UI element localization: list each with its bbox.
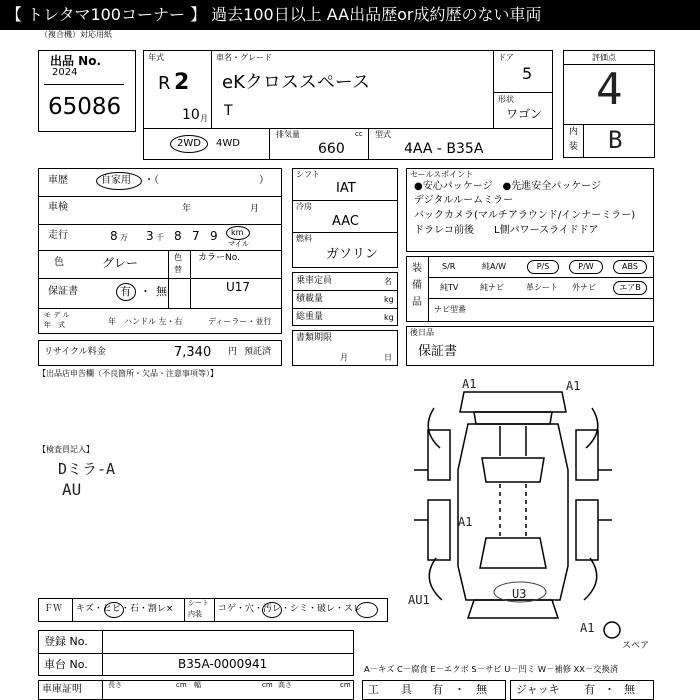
mileage-d5: 8 [174, 229, 182, 243]
car-grade: T [224, 103, 233, 119]
lot-number: 65086 [48, 94, 122, 120]
history-selected: 自家用 [101, 175, 131, 186]
seat-defects: コゲ・穴・汚レ・シミ・破レ・スレ [218, 604, 363, 614]
damage-mark: AU1 [408, 593, 430, 607]
after-dates-label: 後日品 [410, 328, 434, 337]
year-month-unit: 月 [200, 114, 208, 123]
fw-defects: キズ・ヒビ・石・割レ× [76, 604, 174, 614]
jack-sep: ・ [604, 683, 615, 696]
displacement-label: 排気量 [276, 130, 300, 139]
tools-no: 無 [476, 683, 487, 696]
color-value: グレー [102, 256, 139, 270]
size-width: 幅 [194, 681, 201, 689]
shift-label: シフト [296, 170, 320, 179]
model-year-label-1: モ デ ル [44, 311, 70, 319]
load-unit: kg [384, 295, 394, 304]
weight-label: 総重量 [296, 312, 324, 322]
damage-legend: A－キズ C－腐食 E－エクボ S－サビ U－凹ミ W－補修 XX－交換済 [364, 664, 619, 674]
size-width-unit: cm [262, 681, 273, 689]
warranty-label: 保証書 [48, 286, 78, 297]
damage-mark: A1 [566, 379, 581, 393]
jack-yes: 有 [584, 683, 595, 696]
fw-label: ＦＷ [44, 604, 63, 614]
equip-ps: P/S [536, 262, 550, 271]
chassis-value: B35A-0000941 [178, 657, 268, 671]
equip-abs: ABS [622, 262, 638, 271]
interior-score: B [608, 126, 623, 154]
damage-mark: A1 [458, 515, 473, 529]
equipment-label-2: 備 [412, 280, 422, 291]
mileage-d4: 千 [156, 233, 164, 242]
car-label: 車名・グレード [216, 53, 272, 62]
jack-label: ジャッキ [516, 683, 560, 696]
mileage-d3: 3 [146, 229, 154, 243]
after-dates-value: 保証書 [418, 344, 458, 359]
equip-tv: 純TV [440, 283, 459, 292]
inspector-note-1: Dミラ-A [58, 460, 116, 478]
displacement-value: 660 [318, 141, 345, 157]
ac-value: AAC [332, 214, 359, 229]
color-change-2: 替 [174, 265, 182, 274]
mileage-d6: 7 [192, 229, 200, 243]
color-code: U17 [226, 280, 251, 294]
history-label: 車歴 [48, 175, 68, 186]
dealer-field: ディーラー・並行 [208, 317, 272, 326]
year-label: 年式 [148, 53, 164, 62]
shift-value: IAT [336, 181, 356, 196]
warranty-no: 無 [156, 285, 167, 298]
equip-airbag: エアB [619, 283, 641, 292]
tools-label: 工 具 [368, 683, 412, 696]
inspector-note-2: AU [62, 480, 82, 499]
mileage-unit: km [231, 228, 244, 237]
recycle-value: 7,340 [174, 345, 212, 360]
defect-circle [104, 602, 124, 618]
equipment-label-1: 装 [412, 263, 422, 274]
defect-circle [262, 602, 282, 618]
registration-label: 登録 No. [44, 635, 88, 648]
sales-point-line: ●安心パッケージ ●先進安全パッケージ [414, 181, 602, 192]
vehicle-info-table [38, 168, 282, 334]
model-value: 4AA - B35A [404, 141, 484, 157]
year-month: 10 [182, 107, 200, 123]
top-note: （複合機）対応用紙 [40, 30, 112, 39]
warranty-sep: ・ [140, 285, 151, 298]
score-value: 4 [596, 64, 623, 115]
doors-value: 5 [522, 64, 533, 83]
tools-sep: ・ [454, 683, 465, 696]
recycle-note: 預託済 [244, 347, 272, 357]
car-name: eKクロススペース [222, 72, 370, 93]
model-label: 型式 [375, 130, 391, 139]
jack-no: 無 [624, 683, 635, 696]
sales-points-label: セールスポイント [410, 170, 474, 179]
inspection-month: 月 [250, 204, 260, 214]
recycle-label: リサイクル料金 [44, 347, 106, 357]
model-year-unit: 年 [108, 317, 116, 326]
equip-airbag-circle [613, 281, 647, 295]
inspector-label: 【検査員記入】 [38, 445, 94, 454]
damage-mark: U3 [512, 587, 527, 601]
equip-ps-circle [527, 260, 559, 274]
year-value: 2 [174, 70, 190, 95]
mileage-d7: 9 [210, 229, 218, 243]
doc-deadline-month: 月 [340, 353, 348, 362]
equip-sr: S/R [442, 262, 456, 271]
garage-cert-label: 車庫証明 [42, 684, 82, 695]
sales-point-line: デジタルルームミラー [414, 195, 514, 206]
doors-label: ドア [498, 53, 514, 62]
inspection-label: 車検 [48, 202, 68, 213]
body-type-label: 形状 [498, 95, 514, 104]
lot-label: 出品 No. [50, 54, 102, 68]
spare-label: スペア [622, 641, 650, 651]
displacement-unit: cc [355, 130, 363, 138]
equip-aw: 純A/W [482, 262, 507, 271]
inspection-year: 年 [182, 204, 192, 214]
load-label: 積載量 [296, 294, 324, 304]
drive-option-2wd: 2WD [177, 138, 201, 149]
color-label: 色 [54, 257, 64, 268]
fuel-value: ガソリン [326, 247, 379, 262]
mileage-unit-2: マイル [228, 240, 249, 248]
damage-mark: A1 [462, 377, 477, 391]
history-rest: ・（ ） [144, 175, 269, 186]
size-length: 長さ [108, 681, 122, 689]
banner-text: 【 トレタマ100コーナー 】 過去100日以上 AA出品歴or成約歴のない車両 [6, 5, 542, 24]
doc-deadline-label: 書類期限 [296, 333, 333, 343]
equip-navi: 純ナビ [480, 283, 504, 292]
body-type-value: ワゴン [506, 107, 543, 121]
equip-abs-circle [613, 260, 647, 274]
equip-pw-circle [569, 260, 603, 274]
seat-label-1: シート [188, 599, 209, 607]
seller-note-label: 【出品店申告欄（不良箇所・欠品・注意事項等）】 [38, 369, 218, 378]
size-length-unit: cm [176, 681, 187, 689]
equipment-label-3: 品 [412, 297, 422, 308]
capacity-label: 乗車定員 [296, 276, 333, 286]
banner [0, 0, 700, 30]
seat-label-2: 内装 [188, 610, 202, 618]
handle-field: ハンドル 左・右 [124, 317, 183, 326]
mileage-label: 走行 [48, 230, 68, 241]
tools-yes: 有 [432, 683, 443, 696]
equip-ext-navi: 外ナビ [572, 283, 596, 292]
size-height-unit: cm [340, 681, 351, 689]
doc-deadline-day: 日 [384, 353, 392, 362]
chassis-label: 車台 No. [44, 658, 88, 671]
interior-label-2: 装 [569, 142, 579, 152]
warranty-yes: 有 [120, 285, 131, 298]
model-year-label-2: 年 式 [44, 321, 65, 329]
car-damage-diagram [400, 370, 660, 640]
size-height: 高さ [278, 681, 292, 689]
color-code-label: カラーNo. [198, 253, 240, 263]
defect-circle [356, 602, 378, 618]
weight-unit: kg [384, 313, 394, 322]
sales-point-line: ドラレコ前後 L側パワースライドドア [414, 225, 599, 236]
damage-mark: A1 [580, 621, 595, 635]
interior-label-1: 内 [569, 127, 579, 137]
score-label: 評価点 [592, 53, 616, 62]
mileage-d2: 万 [120, 233, 128, 242]
sales-point-line: バックカメラ(マルチアラウンド/インナーミラー) [414, 210, 636, 221]
equip-leather: 革シート [526, 283, 558, 292]
recycle-unit: 円 [228, 347, 238, 357]
mileage-d1: 8 [110, 229, 118, 243]
equip-pw: P/W [578, 262, 594, 271]
equip-navi-model: ナビ型番 [434, 305, 466, 314]
drive-option-4wd: 4WD [216, 138, 240, 149]
lot-year: 2024 [52, 67, 78, 78]
year-era: R [158, 73, 171, 94]
capacity-unit: 名 [384, 277, 392, 286]
ac-label: 冷房 [296, 202, 312, 211]
color-change-1: 色 [174, 253, 182, 262]
fuel-label: 燃料 [296, 234, 312, 243]
